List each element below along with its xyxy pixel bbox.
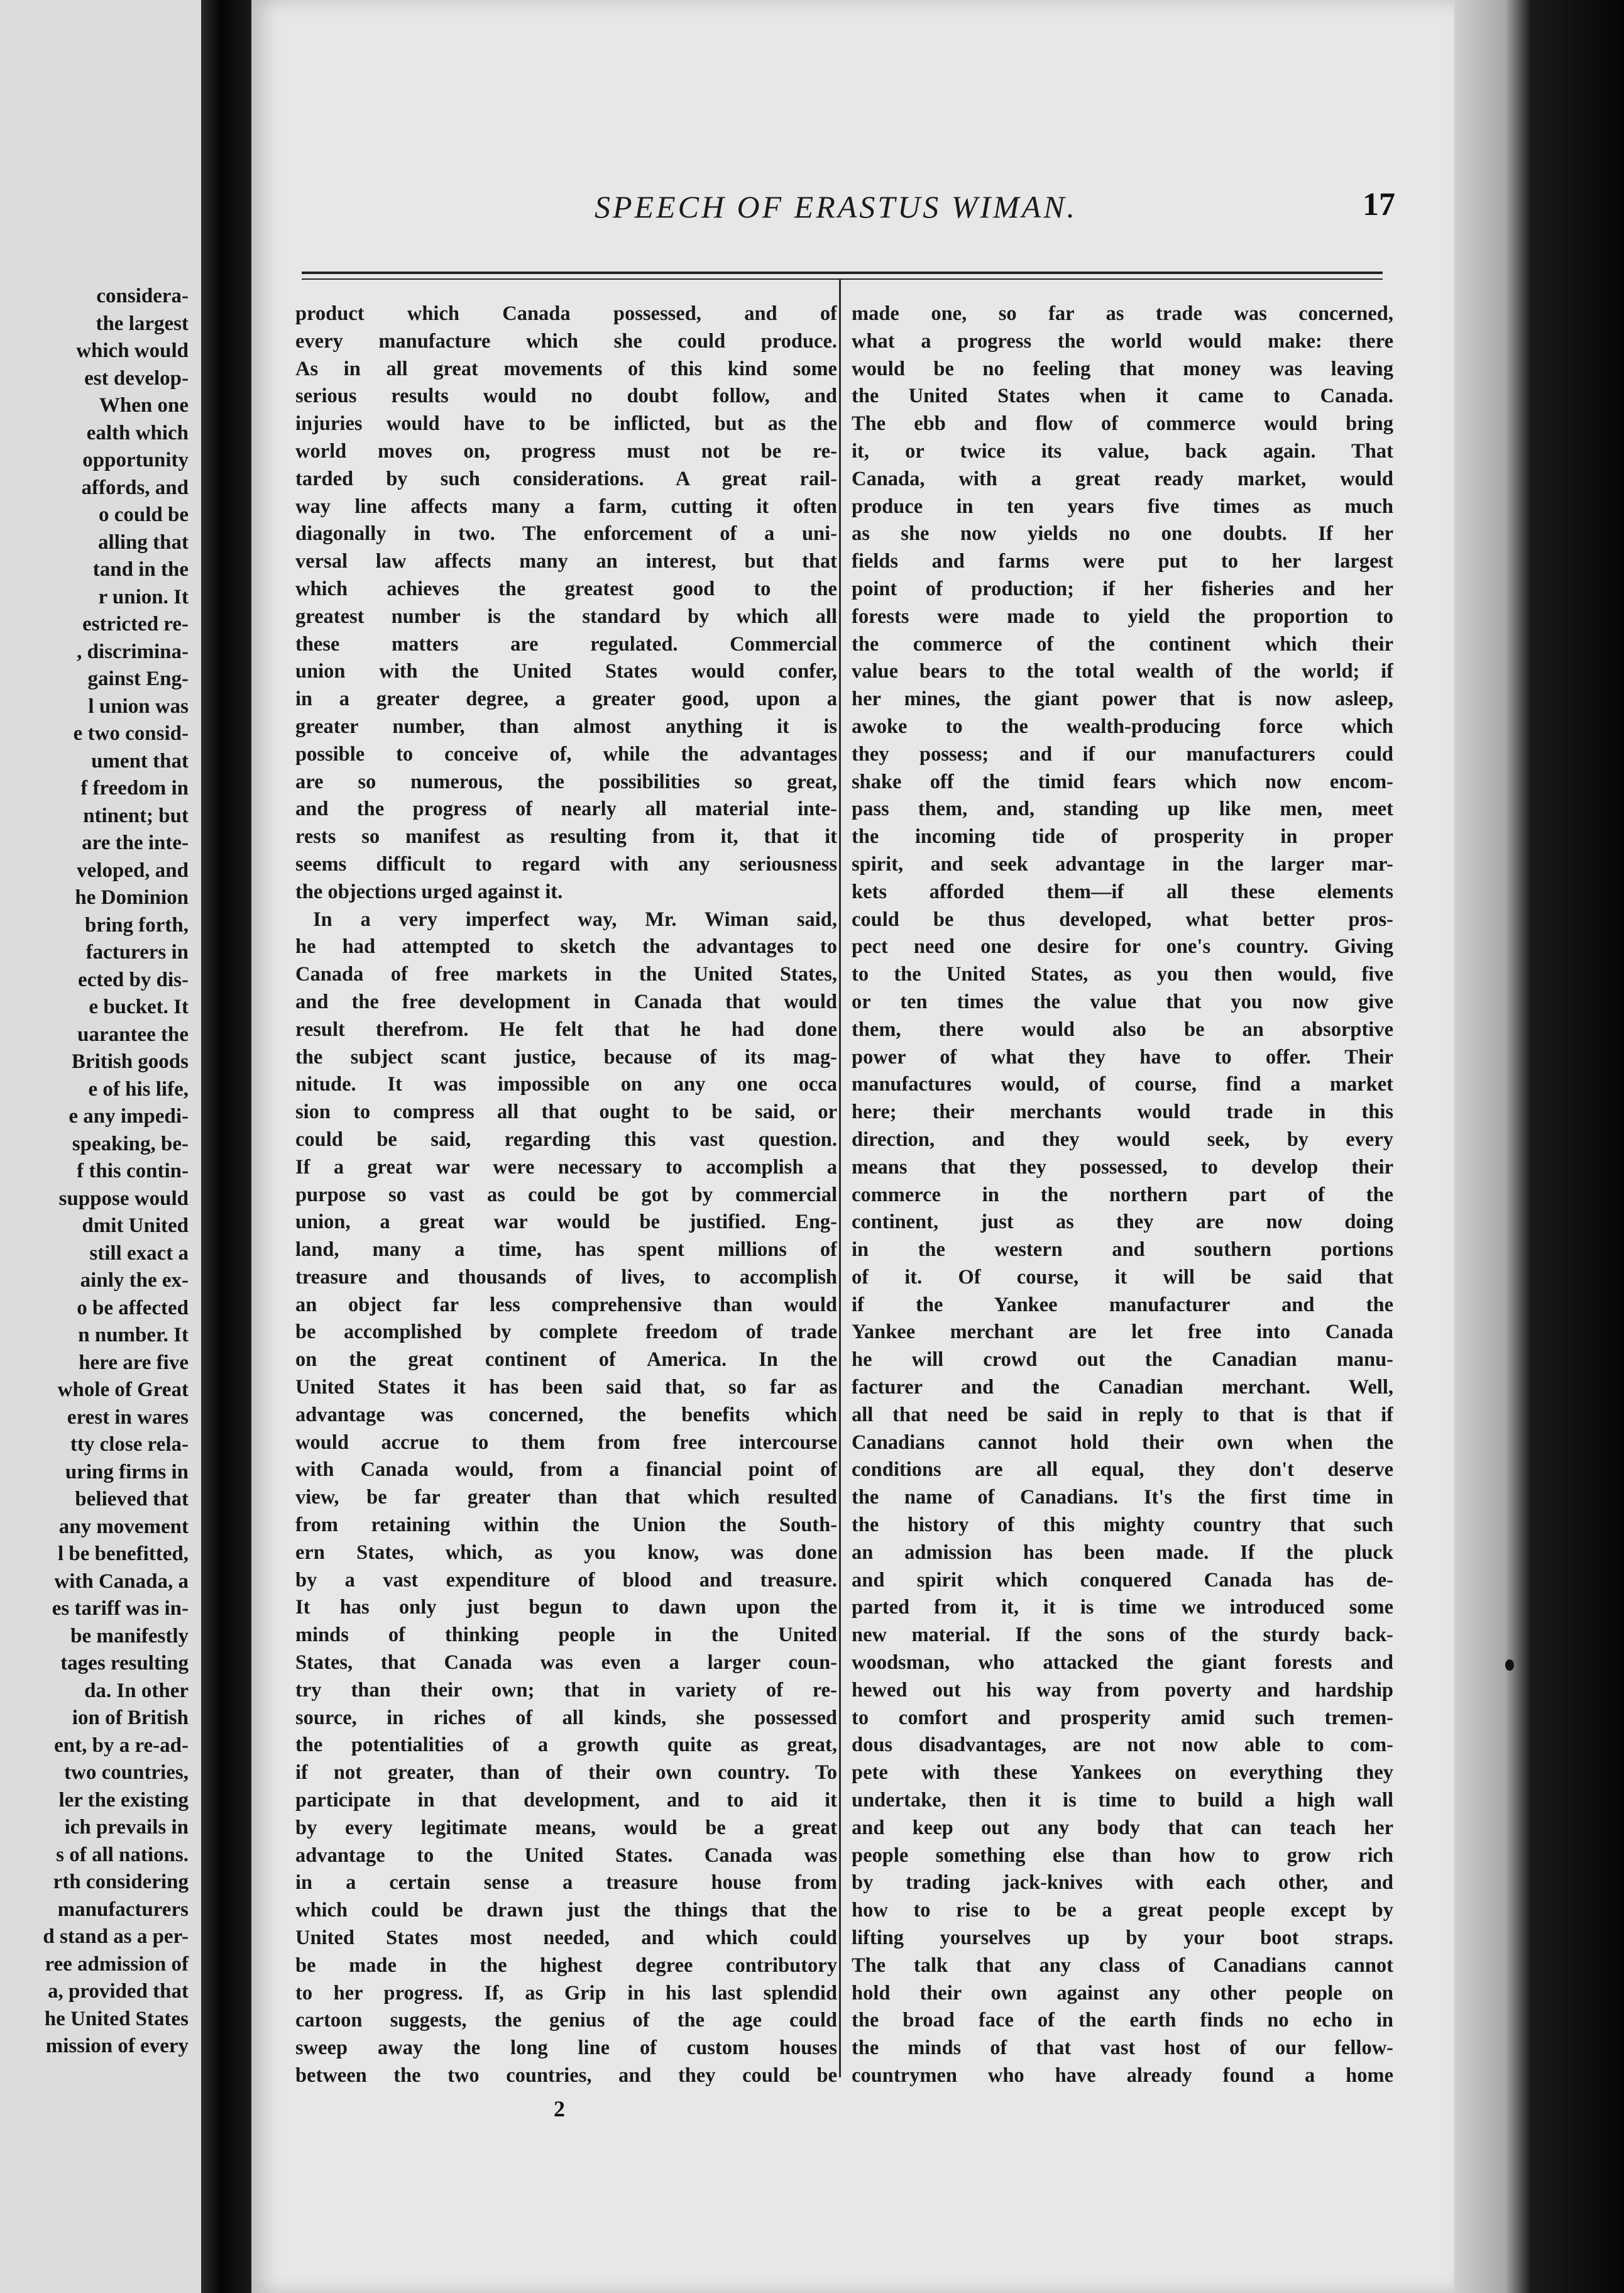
text-line: in the western and southern portions [852,1238,1393,1262]
text-line: In a very imperfect way, Mr. Wiman said, [313,908,837,931]
header-rule [302,272,1383,274]
text-line: new material. If the sons of the sturdy back- [852,1624,1393,1647]
text-line: manufactures would, of course, find a market [852,1073,1393,1096]
text-line: to her progress. If, as Grip in his last splendid [295,1981,837,2004]
fragment-line: suppose would [58,1187,189,1210]
text-line: The ebb and flow of commerce would bring [852,412,1393,436]
fragment-line: British goods [71,1050,189,1073]
fragment-line: r union. It [98,585,189,608]
fragment-line: which would [76,339,189,362]
text-line: these matters are regulated. Commercial [295,632,837,656]
text-line: hewed out his way from poverty and hardship [852,1678,1393,1702]
text-line: on the great continent of America. In the [295,1348,837,1372]
fragment-line: o be affected [77,1296,189,1319]
text-line: pect need one desire for one's country. Giving [852,935,1393,959]
fragment-line: erest in wares [67,1405,189,1429]
text-line: United States most needed, and which could [295,1927,837,1950]
fragment-line: tages resulting [60,1652,189,1674]
text-line: States, that Canada was even a larger coun- [295,1651,837,1674]
text-line: lifting yourselves up by your boot straps. [852,1927,1393,1950]
text-line: sweep away the long line of custom houses [295,2037,837,2060]
text-line: and keep out any body that can teach her [852,1816,1393,1839]
text-line: diagonally in two. The enforcement of a uni- [295,522,837,546]
text-line: would accrue to them from free intercourse [295,1431,837,1454]
fragment-line: veloped, and [77,859,189,882]
text-line: in a greater degree, a greater good, upon a [295,688,837,711]
text-line: undertake, then it is time to build a high wall [852,1789,1393,1812]
text-line: an admission has been made. If the pluck [852,1541,1393,1564]
text-line: The talk that any class of Canadians cannot [852,1954,1393,1977]
text-line: he had attempted to sketch the advantages to [295,935,837,959]
text-line: point of production; if her fisheries and her [852,577,1393,600]
text-line: the minds of that vast host of our fellow- [852,2037,1393,2060]
text-line: by trading jack-knives with each other, and [852,1871,1393,1894]
text-line: Canada of free markets in the United States, [295,963,837,986]
facing-page-fragment [0,0,201,2293]
running-head: SPEECH OF ERASTUS WIMAN. [594,189,1078,224]
text-line: to comfort and prosperity amid such tremen- [852,1706,1393,1729]
text-line: it, or twice its value, back again. That [852,439,1393,463]
fragment-line: uarantee the [77,1023,189,1046]
text-line: versal law affects many an interest, but that [295,550,837,573]
text-line: result therefrom. He felt that he had done [295,1018,837,1041]
text-line: sion to compress all that ought to be said, or [295,1101,837,1124]
text-line: facturer and the Canadian merchant. Well, [852,1376,1393,1399]
fragment-line: bring forth, [85,913,189,937]
text-line: by every legitimate means, would be a great [295,1816,837,1839]
text-line: treasure and thousands of lives, to accomplish [295,1265,837,1289]
text-line: fields and farms were put to her largest [852,550,1393,573]
fragment-line: f this contin- [77,1160,189,1182]
fragment-line: the largest [96,312,189,335]
text-line: with Canada would, from a financial point of [295,1458,837,1482]
text-line: produce in ten years five times as much [852,495,1393,518]
text-line: Canadians cannot hold their own when the [852,1431,1393,1454]
fragment-line: da. In other [84,1679,189,1702]
fragment-line: manufacturers [57,1898,189,1921]
fragment-line: whole of Great [57,1378,189,1401]
text-line: cartoon suggests, the genius of the age could [295,2009,837,2032]
fragment-line: speaking, be- [72,1132,189,1155]
text-line: made one, so far as trade was concerned, [852,302,1393,325]
text-line: the commerce of the continent which their [852,632,1393,656]
right-text-column [852,300,1393,2090]
fragment-line: uring firms in [65,1460,189,1483]
text-line: parted from it, it is time we introduced some [852,1596,1393,1619]
fragment-line: ument that [91,749,189,773]
text-line: people something else than how to grow rich [852,1844,1393,1867]
text-line: power of what they have to offer. Their [852,1045,1393,1069]
text-line: rests so manifest as resulting from it, that it [295,825,837,849]
text-line: serious results would no doubt follow, and [295,385,837,408]
fragment-line: here are five [79,1351,189,1374]
text-line: participate in that development, and to aid it [295,1789,837,1812]
text-line: the incoming tide of prosperity in proper [852,825,1393,849]
text-line: the name of Canadians. It's the first time in [852,1486,1393,1509]
text-line: advantage was concerned, the benefits which [295,1403,837,1426]
fragment-line: es tariff was in- [52,1597,189,1620]
fragment-line: believed that [75,1488,189,1510]
fragment-line: gainst Eng- [87,668,189,690]
fragment-line: he United States [44,2007,189,2030]
fragment-line: ree admission of [45,1952,189,1976]
text-line: value bears to the total wealth of the world; if [852,660,1393,683]
text-line: could be thus developed, what better pros- [852,908,1393,931]
text-line: countrymen who have already found a home [852,2064,1393,2087]
ink-speck [1505,1659,1514,1671]
text-line: If a great war were necessary to accomplish a [295,1155,837,1179]
text-line: awoke to the wealth-producing force which [852,715,1393,738]
fragment-line: o could be [98,503,189,526]
column-divider [839,280,841,2077]
text-line: would be no feeling that money was leaving [852,357,1393,380]
text-line: spirit, and seek advantage in the larger mar- [852,852,1393,876]
text-line: product which Canada possessed, and of [295,302,837,325]
text-line: could be said, regarding this vast question. [295,1128,837,1151]
text-line: continent, just as they are now doing [852,1211,1393,1234]
fragment-line: ainly the ex- [80,1269,189,1292]
fragment-line: , discrimina- [77,640,189,663]
text-line: all that need be said in reply to that is that if [852,1403,1393,1426]
text-line: the United States when it came to Canada. [852,385,1393,408]
text-line: as she now yields no one doubts. If her [852,522,1393,546]
text-line: by a vast expenditure of blood and treasure. [295,1568,837,1592]
text-line: land, many a time, has spent millions of [295,1238,837,1262]
text-line: an object far less comprehensive than would [295,1293,837,1316]
text-line: which could be drawn just the things that the [295,1899,837,1922]
text-line: shake off the timid fears which now encom- [852,770,1393,793]
fragment-line: e of his life, [88,1077,189,1101]
text-line: dous disadvantages, are not now able to com- [852,1734,1393,1757]
fragment-line: dmit United [82,1214,189,1237]
text-line: greatest number is the standard by which all [295,605,837,628]
text-line: way line affects many a farm, cutting it often [295,495,837,518]
fragment-line: ler the existing [58,1788,189,1812]
signature-mark: 2 [554,2096,565,2121]
fragment-line: considera- [96,285,189,307]
text-line: or ten times the value that you now give [852,990,1393,1013]
text-line: the broad face of the earth finds no echo in [852,2009,1393,2032]
text-line: they possess; and if our manufacturers could [852,742,1393,766]
fragment-line: estricted re- [82,613,189,635]
text-line: As in all great movements of this kind some [295,357,837,380]
text-line: be made in the highest degree contributory [295,1954,837,1977]
fragment-line: ion of British [72,1707,189,1729]
text-line: if not greater, than of their own country. To [295,1761,837,1784]
text-line: hold their own against any other people on [852,1981,1393,2004]
text-line: purpose so vast as could be got by commercial [295,1183,837,1206]
text-line: how to rise to be a great people except by [852,1899,1393,1922]
fragment-line: l be benefitted, [57,1542,189,1565]
text-line: world moves on, progress must not be re- [295,439,837,463]
text-line: he will crowd out the Canadian manu- [852,1348,1393,1372]
fragment-line: tty close rela- [70,1433,189,1456]
fragment-line: opportunity [82,449,189,471]
fragment-line: alling that [98,531,189,554]
book-binding-gutter [201,0,251,2293]
text-line: minds of thinking people in the United [295,1624,837,1647]
fragment-line: e two consid- [73,722,189,745]
text-line: Yankee merchant are let free into Canada [852,1321,1393,1344]
text-line: be accomplished by complete freedom of trade [295,1321,837,1344]
fragment-line: e any impedi- [69,1105,189,1128]
text-line: them, there would also be an absorptive [852,1018,1393,1041]
fragment-line: ich prevails in [64,1816,189,1839]
text-line: union, a great war would be justified. Eng- [295,1211,837,1234]
text-line: nitude. It was impossible on any one occa [295,1073,837,1096]
fragment-line: facturers in [85,941,189,964]
fragment-line: he Dominion [75,886,189,909]
page-number: 17 [1363,187,1395,223]
text-line: the history of this mighty country that such [852,1514,1393,1537]
text-line: to the United States, as you then would, five [852,963,1393,986]
text-line: what a progress the world would make: there [852,329,1393,353]
text-line: ern States, which, as you know, was done [295,1541,837,1564]
text-line: advantage to the United States. Canada was [295,1844,837,1867]
fragment-line: l union was [88,695,189,718]
text-line: commerce in the northern part of the [852,1183,1393,1206]
fragment-line: ected by dis- [78,968,189,991]
text-line: are so numerous, the possibilities so great, [295,770,837,793]
text-line: tarded by such considerations. A great rail- [295,467,837,490]
text-line: source, in riches of all kinds, she possessed [295,1706,837,1729]
text-line: It has only just begun to dawn upon the [295,1596,837,1619]
text-line: try than their own; that in variety of re- [295,1678,837,1702]
text-line: in a certain sense a treasure house from [295,1871,837,1894]
text-line: and the progress of nearly all material inte- [295,798,837,821]
fragment-line: d stand as a per- [43,1925,189,1948]
text-line: direction, and they would seek, by every [852,1128,1393,1151]
header-rule-thin [302,278,1383,280]
text-line: forests were made to yield the proportion to [852,605,1393,628]
text-line: and the free development in Canada that would [295,990,837,1013]
text-line: Canada, with a great ready market, would [852,467,1393,490]
text-line: greater number, than almost anything it is [295,715,837,738]
text-line: injuries would have to be inflicted, but as the [295,412,837,436]
fragment-line: with Canada, a [54,1570,189,1593]
fragment-line: s of all nations. [56,1843,189,1866]
text-line: seems difficult to regard with any seriousness [295,852,837,876]
fragment-line: a, provided that [47,1980,189,2003]
fragment-line: two countries, [64,1761,189,1784]
fragment-line: rth considering [53,1871,189,1893]
left-text-column [295,300,837,2090]
fragment-line: any movement [58,1515,189,1538]
page-edge-shadow [1454,0,1624,2293]
text-line: view, be far greater than that which resulted [295,1486,837,1509]
fragment-line: affords, and [81,476,189,499]
text-line: between the two countries, and they could be [295,2064,837,2087]
fragment-line: mission of every [45,2035,189,2057]
fragment-line: e bucket. It [89,996,189,1018]
text-line: here; their merchants would trade in this [852,1101,1393,1124]
fragment-line: est develop- [84,366,189,390]
fragment-line: ntinent; but [83,804,189,827]
fragment-line: are the inte- [82,832,189,854]
text-line: of it. Of course, it will be said that [852,1265,1393,1289]
fragment-line: tand in the [92,558,189,581]
text-line: conditions are all equal, they don't deserve [852,1458,1393,1482]
text-line: pete with these Yankees on everything they [852,1761,1393,1784]
text-line: and spirit which conquered Canada has de- [852,1568,1393,1592]
text-line: her mines, the giant power that is now asleep, [852,688,1393,711]
fragment-line: still exact a [89,1241,189,1265]
text-line: means that they possessed, to develop their [852,1155,1393,1179]
text-line: the subject scant justice, because of its mag- [295,1045,837,1069]
text-line: woodsman, who attacked the giant forests and [852,1651,1393,1674]
text-line: possible to conceive of, while the advantages [295,742,837,766]
text-line: if the Yankee manufacturer and the [852,1293,1393,1316]
fragment-line: When one [99,394,189,417]
text-line: United States it has been said that, so far as [295,1376,837,1399]
text-line: the objections urged against it. [295,880,563,903]
fragment-line: be manifestly [70,1624,189,1647]
fragment-line: ealth which [86,421,189,444]
text-line: kets afforded them—if all these elements [852,880,1393,903]
text-line: union with the United States would confer, [295,660,837,683]
facing-page-text [0,283,189,2060]
text-line: which achieves the greatest good to the [295,577,837,600]
fragment-line: ent, by a re-ad- [54,1734,189,1757]
fragment-line: f freedom in [80,777,189,800]
text-line: the potentialities of a growth quite as great, [295,1734,837,1757]
text-line: pass them, and, standing up like men, meet [852,798,1393,821]
text-line: from retaining within the Union the South- [295,1514,837,1537]
text-line: every manufacture which she could produce. [295,329,837,353]
fragment-line: n number. It [78,1324,189,1346]
